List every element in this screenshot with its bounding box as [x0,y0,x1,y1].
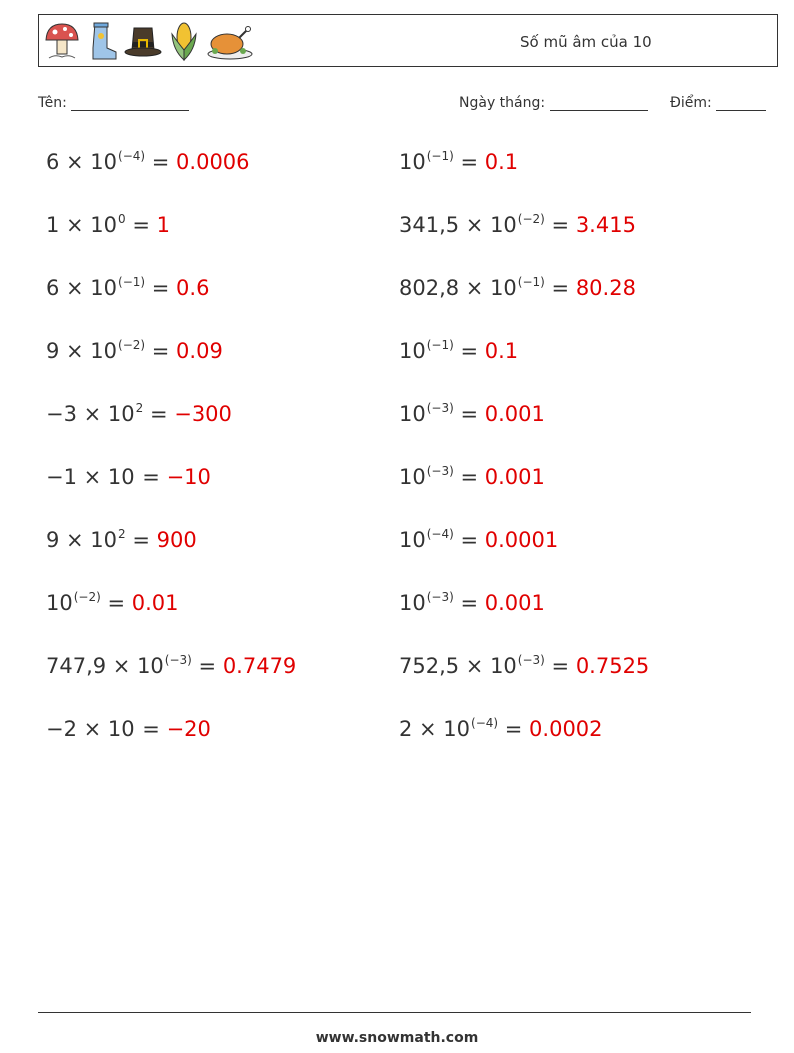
problem-exponent: (−1) [118,275,146,289]
equals-sign: = [143,402,175,426]
problem-answer: 900 [156,528,197,552]
score-field [670,95,766,111]
problem-item [46,591,179,615]
problem-base: 2 × 10 [399,717,471,741]
problem-answer: 0.001 [484,591,545,615]
problem-base: −3 × 10 [46,402,135,426]
problem-exponent: (−3) [517,653,545,667]
problem-answer: −10 [166,465,211,489]
problem-answer: 0.0006 [176,150,250,174]
problem-item [399,465,545,489]
equals-sign: = [145,150,177,174]
problem-base: 10 [399,528,426,552]
equals-sign: = [135,465,167,489]
equals-sign: = [544,654,576,678]
problem-base: 9 × 10 [46,339,118,363]
date-field [459,95,648,111]
problem-base: 10 [399,465,426,489]
problem-answer: 0.001 [484,465,545,489]
problem-answer: 0.7525 [575,654,650,678]
problem-item [46,339,223,363]
name-blank[interactable] [71,96,189,111]
score-blank[interactable] [716,96,766,111]
problem-base: 752,5 × 10 [399,654,517,678]
problem-item [46,213,170,237]
mushroom-icon [43,20,81,62]
equals-sign: = [498,717,530,741]
problem-base: 10 [399,150,426,174]
worksheet-header [38,14,778,67]
problem-item [46,150,250,174]
problem-item [399,213,636,237]
problem-base: 9 × 10 [46,528,118,552]
problem-answer: 0.09 [176,339,223,363]
footer-site: www.snowmath.com [315,1030,479,1046]
equals-sign: = [125,213,157,237]
problem-answer: 3.415 [575,213,636,237]
footer-divider [38,1012,751,1013]
problem-item [46,654,296,678]
problem-item [46,717,211,741]
problem-item [399,402,545,426]
problem-base: 341,5 × 10 [399,213,517,237]
date-label: Ngày tháng: [459,95,546,111]
problem-exponent: 0 [118,212,126,226]
equals-sign: = [544,213,576,237]
problem-exponent: 2 [118,527,126,541]
problem-exponent: (−3) [426,464,454,478]
rain-boot-icon [85,20,119,62]
problem-exponent: (−4) [471,716,499,730]
problem-answer: −20 [166,717,211,741]
problem-answer: 0.1 [484,339,519,363]
problem-item [46,528,197,552]
problem-base: −2 × 10 [46,717,135,741]
problem-base: 6 × 10 [46,150,118,174]
problem-exponent: (−2) [118,338,146,352]
problem-base: 6 × 10 [46,276,118,300]
equals-sign: = [453,150,485,174]
equals-sign: = [135,717,167,741]
problem-exponent: (−3) [426,590,454,604]
pilgrim-hat-icon [123,20,163,62]
problem-answer: 0.6 [176,276,210,300]
name-label: Tên: [38,95,67,111]
problem-item [399,276,636,300]
name-field [38,95,189,111]
problem-answer: 0.1 [484,150,519,174]
score-label: Điểm: [670,95,712,111]
problem-base: 802,8 × 10 [399,276,517,300]
problem-answer: 0.0002 [529,717,603,741]
roast-turkey-icon [205,20,255,62]
equals-sign: = [191,654,223,678]
problem-item [399,528,558,552]
problem-base: 10 [399,339,426,363]
problem-exponent: (−3) [426,401,454,415]
equals-sign: = [544,276,576,300]
problem-exponent: (−2) [517,212,545,226]
problem-exponent: (−1) [426,149,454,163]
problem-answer: −300 [174,402,232,426]
equals-sign: = [145,339,177,363]
header-icons [43,20,255,62]
problem-item [399,654,649,678]
problem-answer: 0.0001 [484,528,559,552]
problem-answer: 1 [156,213,170,237]
problem-exponent: (−4) [426,527,454,541]
worksheet-title: Số mũ âm của 10 [520,33,652,51]
problem-answer: 0.001 [484,402,545,426]
equals-sign: = [145,276,177,300]
problem-base: 747,9 × 10 [46,654,164,678]
problem-base: 10 [46,591,73,615]
problem-item [46,465,211,489]
corn-icon [167,20,201,62]
problem-item [399,717,603,741]
equals-sign: = [453,339,485,363]
problem-exponent: (−2) [73,590,101,604]
problem-answer: 0.7479 [222,654,297,678]
equals-sign: = [125,528,157,552]
equals-sign: = [453,465,485,489]
equals-sign: = [100,591,132,615]
problem-answer: 80.28 [575,276,636,300]
problem-item [46,402,232,426]
problem-base: −1 × 10 [46,465,135,489]
problem-item [399,150,518,174]
problem-base: 10 [399,402,426,426]
problem-item [46,276,209,300]
problem-exponent: (−1) [517,275,545,289]
date-blank[interactable] [550,96,648,111]
problem-base: 10 [399,591,426,615]
problem-exponent: (−3) [164,653,192,667]
problem-exponent: (−1) [426,338,454,352]
problem-item [399,339,518,363]
equals-sign: = [453,402,485,426]
problem-base: 1 × 10 [46,213,118,237]
problem-item [399,591,545,615]
problem-exponent: 2 [135,401,144,415]
equals-sign: = [453,591,485,615]
problem-answer: 0.01 [131,591,179,615]
equals-sign: = [453,528,485,552]
problem-exponent: (−4) [118,149,146,163]
